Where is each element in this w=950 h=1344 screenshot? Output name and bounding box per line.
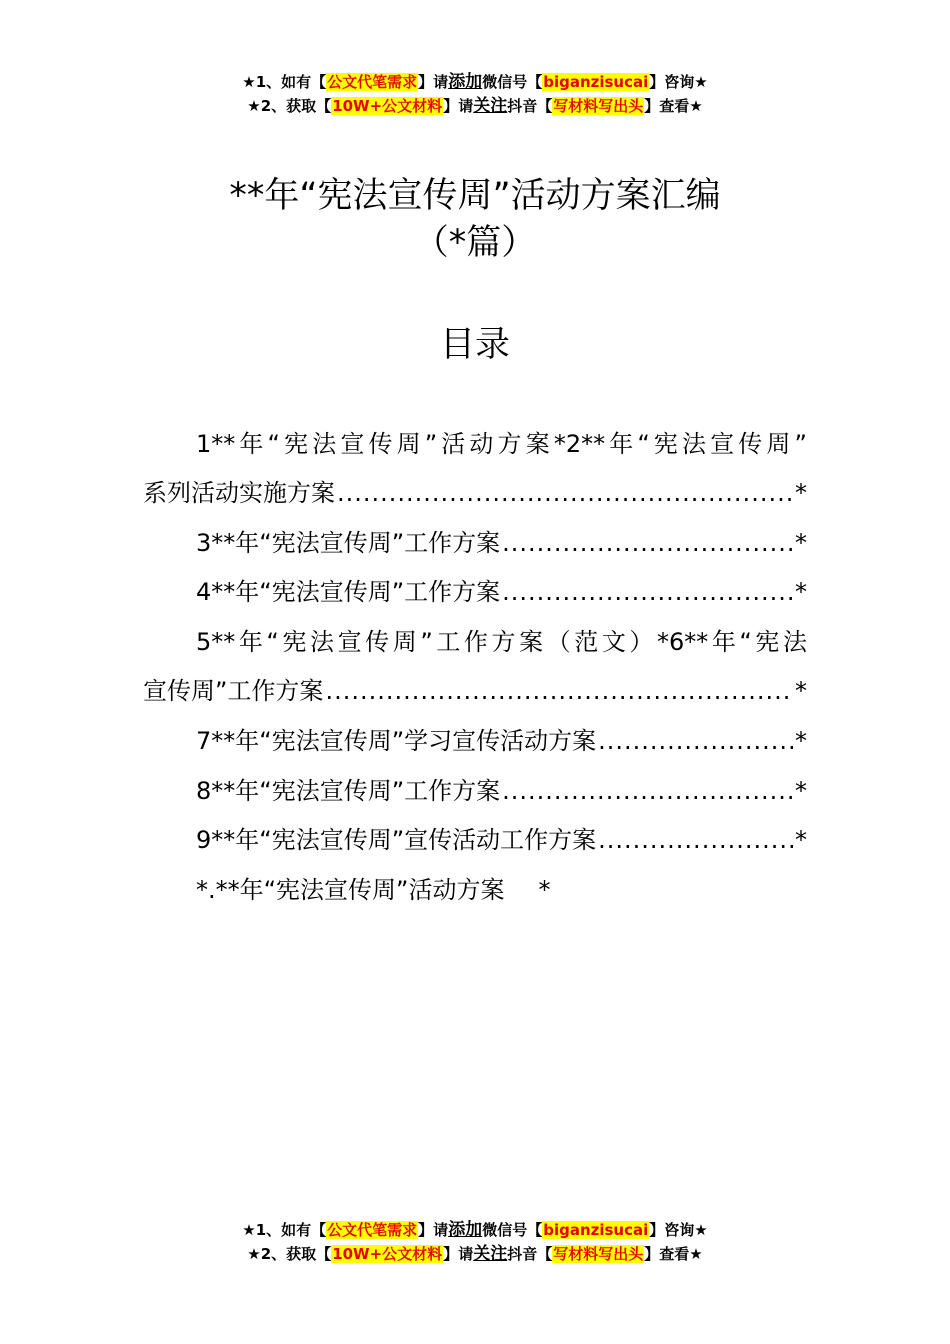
toc-leader-dots: [325, 666, 793, 716]
toc-line: [143, 468, 807, 518]
banner-text: ★1、如有【: [242, 73, 327, 91]
toc-page-number: *: [795, 479, 807, 507]
toc-entry-text: 3**年“宪法宣传周”工作方案: [196, 529, 501, 557]
banner-line-1: [0, 70, 950, 94]
banner-text: 】请: [443, 1245, 474, 1263]
banner-line-2: [0, 1242, 950, 1266]
banner-text: ★2、获取【: [247, 1245, 332, 1263]
toc-entry-text: 7**年“宪法宣传周”学习宣传活动方案: [196, 727, 597, 755]
banner-text: 微信号【: [482, 1221, 543, 1239]
toc-leader-dots: [502, 518, 793, 568]
banner-douyin-name: 写材料写出头: [553, 1245, 644, 1263]
banner-line-2: [0, 94, 950, 118]
toc-line: [196, 518, 807, 568]
toc-leader-dots: [598, 716, 793, 766]
toc-entry-text: 4**年“宪法宣传周”工作方案: [196, 578, 501, 606]
banner-text: 抖音【: [507, 97, 553, 115]
toc-leader-dots: [502, 567, 793, 617]
toc-page-number: *: [795, 529, 807, 557]
toc-leader-dots: [337, 468, 793, 518]
toc-page-number: *: [795, 677, 807, 705]
toc-entry-text: 宣传周”工作方案: [143, 677, 324, 705]
toc-entry-text: 8**年“宪法宣传周”工作方案: [196, 777, 501, 805]
banner-wechat-id: biganzisucai: [543, 73, 649, 91]
toc-page-number: *: [538, 876, 551, 904]
toc-line: [196, 815, 807, 865]
toc-line: [196, 419, 807, 469]
document-subtitle: （*篇）: [413, 223, 537, 263]
toc-line: [196, 617, 807, 667]
top-banner: [0, 70, 950, 118]
toc-leader-dots: [502, 766, 793, 816]
banner-text: ★1、如有【: [242, 1221, 327, 1239]
banner-highlight: 10W+公文材料: [332, 97, 443, 115]
toc-entry-text: *.**年“宪法宣传周”活动方案: [196, 876, 505, 904]
banner-text: 抖音【: [507, 1245, 553, 1263]
toc-line: [196, 716, 807, 766]
banner-text: 】请: [418, 1221, 449, 1239]
toc-page-number: *: [795, 578, 807, 606]
banner-underlined: 添加: [448, 72, 483, 92]
banner-text: 】请: [443, 97, 474, 115]
bottom-banner: [0, 1218, 950, 1266]
toc-line: [143, 666, 807, 716]
banner-underlined: 添加: [448, 1220, 483, 1240]
toc-entry-text: 系列活动实施方案: [143, 479, 335, 507]
toc-line: [196, 567, 807, 617]
toc-entry-text: 1**年“宪法宣传周”活动方案*2**年“宪法宣传周”: [196, 430, 807, 458]
toc-leader-dots: [598, 815, 793, 865]
banner-highlight: 公文代笔需求: [327, 1221, 418, 1239]
banner-highlight: 公文代笔需求: [327, 73, 418, 91]
banner-text: 】查看★: [644, 97, 703, 115]
toc-page-number: *: [795, 777, 807, 805]
banner-wechat-id: biganzisucai: [543, 1221, 649, 1239]
banner-underlined: 关注: [473, 1244, 508, 1264]
toc-heading: 目录: [439, 325, 510, 365]
banner-highlight: 10W+公文材料: [332, 1245, 443, 1263]
toc-entry-text: 5**年“宪法宣传周”工作方案（范文）*6**年“宪法: [196, 628, 807, 656]
banner-text: 】查看★: [644, 1245, 703, 1263]
toc-entry-text: 9**年“宪法宣传周”宣传活动工作方案: [196, 826, 597, 854]
banner-text: 】咨询★: [649, 73, 708, 91]
toc-line: [196, 766, 807, 816]
toc-line: [196, 865, 551, 915]
banner-text: ★2、获取【: [247, 97, 332, 115]
toc-page-number: *: [795, 727, 807, 755]
banner-text: 】咨询★: [649, 1221, 708, 1239]
banner-douyin-name: 写材料写出头: [553, 97, 644, 115]
banner-line-1: [0, 1218, 950, 1242]
document-title: **年“宪法宣传周”活动方案汇编: [229, 176, 721, 216]
banner-text: 微信号【: [482, 73, 543, 91]
banner-underlined: 关注: [473, 96, 508, 116]
toc-page-number: *: [795, 826, 807, 854]
banner-text: 】请: [418, 73, 449, 91]
